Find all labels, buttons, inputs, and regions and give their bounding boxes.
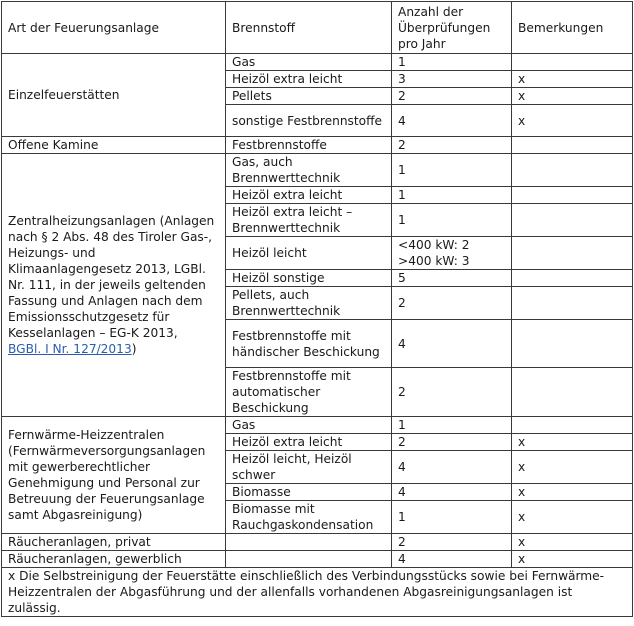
fuel-cell: Heizöl leicht bbox=[226, 237, 392, 270]
count-cell: 2 bbox=[392, 287, 512, 320]
footnote-row bbox=[2, 568, 633, 617]
group-label-zentral bbox=[2, 154, 226, 417]
fuel-cell bbox=[226, 534, 392, 551]
count-cell: 1 bbox=[392, 187, 512, 204]
note-cell: x bbox=[512, 551, 633, 568]
fuel-cell: Gas bbox=[226, 54, 392, 71]
table-row bbox=[2, 551, 633, 568]
count-cell: 1 bbox=[392, 501, 512, 534]
note-cell bbox=[512, 417, 633, 434]
note-cell: x bbox=[512, 501, 633, 534]
table-row bbox=[2, 417, 633, 434]
count-cell: 4 bbox=[392, 105, 512, 137]
table-row bbox=[2, 154, 633, 187]
group-label-fernwaerme: Fernwärme-Heizzentralen (Fernwärmeversorgungsanlagen mit gewerberechtlicher Genehmigung und Personal zur Betreuung der Feuerungsanlage samt Abgasreinigung) bbox=[2, 417, 226, 534]
note-cell bbox=[512, 154, 633, 187]
fuel-cell: Biomasse mit Rauchgaskondensation bbox=[226, 501, 392, 534]
count-cell: 1 bbox=[392, 154, 512, 187]
table-row bbox=[2, 137, 633, 154]
count-cell: 2 bbox=[392, 534, 512, 551]
count-below-400: <400 kW: 2 bbox=[398, 238, 470, 252]
note-cell bbox=[512, 204, 633, 237]
note-cell bbox=[512, 187, 633, 204]
table-row bbox=[2, 54, 633, 71]
fuel-cell: Biomasse bbox=[226, 484, 392, 501]
fuel-cell: Festbrennstoffe mit automatischer Beschickung bbox=[226, 368, 392, 417]
fuel-cell: Festbrennstoffe bbox=[226, 137, 392, 154]
fuel-cell: Heizöl sonstige bbox=[226, 270, 392, 287]
zentral-label-text: Zentralheizungsanlagen (Anlagen nach § 2 Abs. 48 des Tiroler Gas-, Heizungs- und Klimaanlagengesetz 2013, LGBl. Nr. 111, in der jeweils geltenden Fassung und Anlagen nach dem Emissionsschutzgesetz für Kesselanlagen – EG-K 2013, bbox=[8, 214, 215, 340]
note-cell bbox=[512, 54, 633, 71]
note-cell: x bbox=[512, 105, 633, 137]
count-cell: 4 bbox=[392, 451, 512, 484]
note-cell: x bbox=[512, 88, 633, 105]
fuel-cell: Heizöl leicht, Heizöl schwer bbox=[226, 451, 392, 484]
fuel-cell: Heizöl extra leicht bbox=[226, 434, 392, 451]
table-header-row bbox=[2, 2, 633, 54]
note-cell bbox=[512, 137, 633, 154]
note-cell: x bbox=[512, 534, 633, 551]
bgbl-link[interactable]: BGBl. I Nr. 127/2013 bbox=[8, 342, 132, 356]
note-cell: x bbox=[512, 484, 633, 501]
header-bemerkungen: Bemerkungen bbox=[512, 2, 633, 54]
count-cell: 4 bbox=[392, 551, 512, 568]
count-cell: 3 bbox=[392, 71, 512, 88]
note-cell bbox=[512, 287, 633, 320]
count-cell: 1 bbox=[392, 204, 512, 237]
note-cell bbox=[512, 320, 633, 368]
note-cell bbox=[512, 237, 633, 270]
fuel-cell: Gas bbox=[226, 417, 392, 434]
inspection-table bbox=[1, 1, 633, 617]
fuel-cell: Pellets bbox=[226, 88, 392, 105]
note-cell: x bbox=[512, 434, 633, 451]
inspection-table-wrapper bbox=[1, 1, 633, 617]
group-label-raeucher-gewerblich: Räucheranlagen, gewerblich bbox=[2, 551, 226, 568]
note-cell: x bbox=[512, 451, 633, 484]
header-anzahl: Anzahl der Überprüfungen pro Jahr bbox=[392, 2, 512, 54]
count-cell: 5 bbox=[392, 270, 512, 287]
fuel-cell: sonstige Festbrennstoffe bbox=[226, 105, 392, 137]
count-cell: 1 bbox=[392, 417, 512, 434]
group-label-offen: Offene Kamine bbox=[2, 137, 226, 154]
count-cell: 2 bbox=[392, 434, 512, 451]
fuel-cell: Heizöl extra leicht bbox=[226, 187, 392, 204]
count-cell: 4 bbox=[392, 484, 512, 501]
fuel-cell: Heizöl extra leicht – Brennwerttechnik bbox=[226, 204, 392, 237]
note-cell: x bbox=[512, 71, 633, 88]
note-cell bbox=[512, 368, 633, 417]
table-row bbox=[2, 534, 633, 551]
count-cell: 2 bbox=[392, 368, 512, 417]
count-cell: 2 bbox=[392, 88, 512, 105]
fuel-cell: Pellets, auch Brennwerttechnik bbox=[226, 287, 392, 320]
count-cell: 2 bbox=[392, 137, 512, 154]
fuel-cell: Gas, auch Brennwerttechnik bbox=[226, 154, 392, 187]
count-cell: 1 bbox=[392, 54, 512, 71]
footnote: x Die Selbstreinigung der Feuerstätte einschließlich des Verbindungsstücks sowie bei Fernwärme-Heizzentralen der Abgasführung und der allenfalls vorhandenen Abgasreinigungsanlagen ist zulässig. bbox=[2, 568, 633, 617]
fuel-cell: Heizöl extra leicht bbox=[226, 71, 392, 88]
fuel-cell bbox=[226, 551, 392, 568]
header-art: Art der Feuerungsanlage bbox=[2, 2, 226, 54]
count-cell: 4 bbox=[392, 320, 512, 368]
group-label-raeucher-privat: Räucheranlagen, privat bbox=[2, 534, 226, 551]
count-above-400: >400 kW: 3 bbox=[398, 254, 470, 268]
note-cell bbox=[512, 270, 633, 287]
header-brennstoff: Brennstoff bbox=[226, 2, 392, 54]
zentral-label-end: ) bbox=[131, 342, 137, 356]
count-cell bbox=[392, 237, 512, 270]
group-label-einzel: Einzelfeuerstätten bbox=[2, 54, 226, 137]
fuel-cell: Festbrennstoffe mit händischer Beschickung bbox=[226, 320, 392, 368]
